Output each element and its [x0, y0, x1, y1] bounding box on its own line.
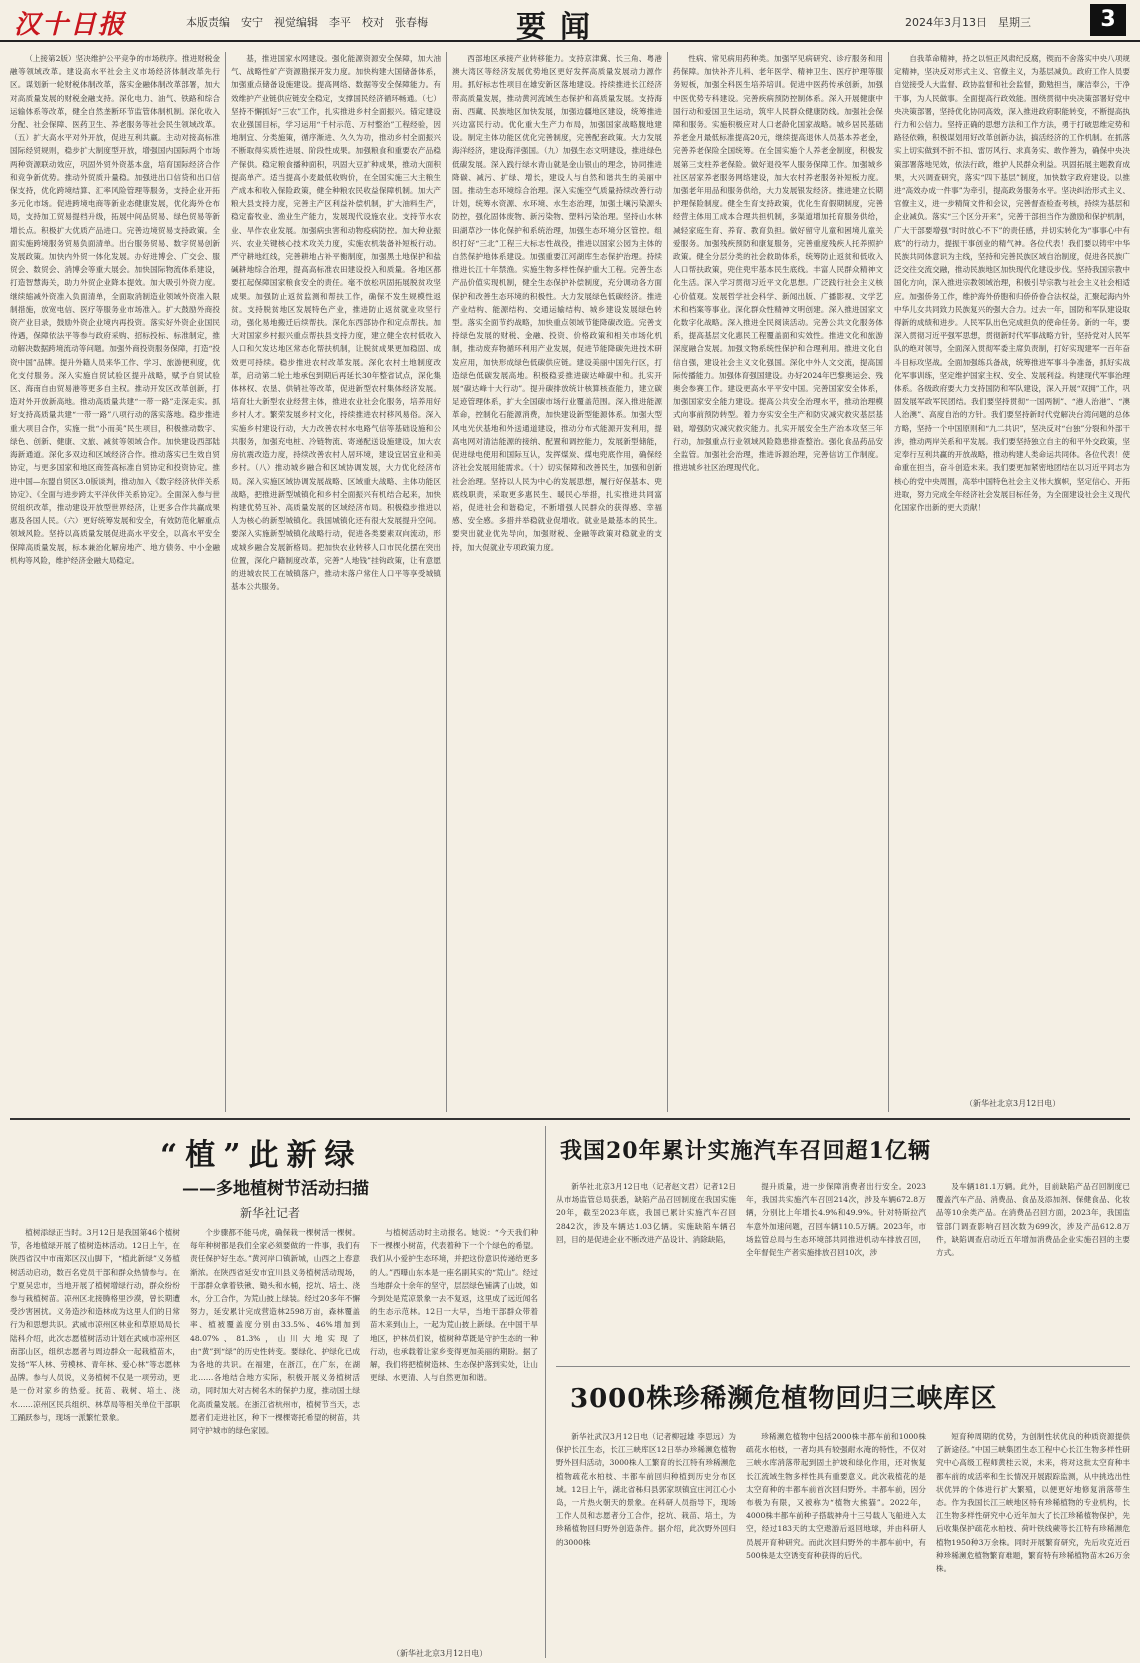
- plants-col-2: 珍稀濒危植物中包括2000株丰都车前和1000株疏花水柏枝，一者均具有较强耐水淹的特性，不仅对三峡水库消落带起到固土护坡和绿化作用，还对恢复长江流域生物多样性具有重要意义。此次栽植花的是太空育种的丰都车前首次回归野外。丰都车前，因分布极为有限，又被称为“植物大熊猫”。2022年，4000株丰都车前种子搭载神舟十三号载人飞船进入太空，经过183天的太空遨游后返回地球，并由科研人员展开育种研究。而此次回归野外的丰都车前中，有500株是太空诱变育种获得的后代。: [746, 1432, 926, 1560]
- top-article-col-4: 性病、常见病用药种类。加强罕见病研究、诊疗服务和用药保障。加快补齐儿科、老年医学、精神卫生、医疗护理等服务短板，加强全科医生培养培训。促进中医药传承创新，加强中医优势专科建设。完善疾病预防控制体系。深入开展健康中国行动和爱国卫生运动，筑牢人民群众健康防线。加强社会保障和服务。实施积极应对人口老龄化国家战略。城乡居民基础养老金月最低标准提高20元，继续提高退休人员基本养老金，完善养老保险全国统筹。在全国实施个人养老金制度，积极发展第三支柱养老保险。做好退役军人服务保障工作。加强城乡社区居家养老服务网络建设，加大农村养老服务补短板力度。加强老年用品和服务供给，大力发展银发经济。推进建立长期护理保险制度。健全生育支持政策，优化生育假期制度，完善经营主体用工成本合理共担机制，多渠道增加托育服务供给，减轻家庭生育、养育、教育负担。做好留守儿童和困境儿童关爱服务。加强残疾预防和康复服务，完善重度残疾人托养照护政策。健全分层分类的社会救助体系，统筹防止返贫和低收入人口帮扶政策，兜住兜牢基本民生底线。丰富人民群众精神文化生活。深入学习贯彻习近平文化思想。广泛践行社会主义核心价值观。发展哲学社会科学、新闻出版、广播影视、文学艺术和档案等事业。深化群众性精神文明创建。深入推进国家文化数字化战略。深入推进全民阅读活动。完善公共文化服务体系，提高基层文化惠民工程覆盖面和实效性。推进文化和旅游深度融合发展。加强文物系统性保护和合理利用。推进文化自信自强，建设社会主义文化强国。深化中外人文交流，提高国际传播能力。加强体育强国建设。办好2024年巴黎奥运会、残奥会参赛工作。建设更高水平平安中国。完善国家安全体系，加强国家安全能力建设。提高公共安全治理水平，推动治理模式向事前预防转型。着力夯实安全生产和防灾减灾救灾基层基础，增强防灾减灾救灾能力。扎实开展安全生产治本攻坚三年行动，加强重点行业领域风险隐患排查整治。强化食品药品安全监管。加强社会治理，推进诉源治理，完善信访工作制度。推进城乡社区治理现代化。: [673, 54, 883, 473]
- plants-headline: 3000株珍稀濒危植物回归三峡库区: [570, 1384, 998, 1414]
- column-rule: [446, 52, 447, 1112]
- column-rule: [667, 52, 668, 1112]
- top-article-col-3: 西部地区承接产业转移能力。支持京津冀、长三角、粤港澳大湾区等经济发展优势地区更好发挥高质量发展动力源作用。抓好标志性项目在雄安新区落地建设。持续推进长江经济带高质量发展，推动黄河流域生态保护和高质量发展。支持海南、西藏、民族地区加快发展，加强边疆地区建设，统筹推进兴边富民行动。优化重大生产力布局，加强国家战略腹地建设。制定主体功能区优化完善制度，完善配套政策。大力发展海洋经济，建设海洋强国。（九）加强生态文明建设，推进绿色低碳发展。深入践行绿水青山就是金山银山的理念，协同推进降碳、减污、扩绿、增长，建设人与自然和谐共生的美丽中国。推动生态环境综合治理。深入实施空气质量持续改善行动计划，统筹水资源、水环境、水生态治理，加强土壤污染源头防控，强化固体废物、新污染物、塑料污染治理。坚持山水林田湖草沙一体化保护和系统治理，加强生态环境分区管控。组织打好“三北”工程三大标志性战役，推进以国家公园为主体的自然保护地体系建设。加强重要江河湖库生态保护治理。持续推进长江十年禁渔。实施生物多样性保护重大工程。完善生态产品价值实现机制，健全生态保护补偿制度，充分调动各方面保护和改善生态环境的积极性。大力发展绿色低碳经济。推进产业结构、能源结构、交通运输结构、城乡建设发展绿色转型。落实全面节约战略，加快重点领域节能降碳改造。完善支持绿色发展的财税、金融、投资、价格政策和相关市场化机制，推动废弃物循环利用产业发展，促进节能降碳先进技术研发应用，加快形成绿色低碳供应链。建设美丽中国先行区，打造绿色低碳发展高地。积极稳妥推进碳达峰碳中和。扎实开展“碳达峰十大行动”。提升碳排放统计核算核查能力，建立碳足迹管理体系，扩大全国碳市场行业覆盖范围。深入推进能源革命，控制化石能源消费，加快建设新型能源体系。加强大型风电光伏基地和外送通道建设，推动分布式能源开发利用，提高电网对清洁能源的接纳、配置和调控能力，发展新型储能，促进绿电使用和国际互认，发挥煤炭、煤电兜底作用，确保经济社会发展用能需求。（十）切实保障和改善民生，加强和创新社会治理。坚持以人民为中心的发展思想，履行好保基本、兜底线职责，采取更多惠民生、暖民心举措，扎实推进共同富裕，促进社会和谐稳定，不断增强人民群众的获得感、幸福感、安全感。多措并举稳就业促增收。就业是最基本的民生。要突出就业优先导向，加强财税、金融等政策对稳就业的支持，加大促就业专项政策力度。: [452, 54, 662, 552]
- issue-date: 2024年3月13日 星期三: [905, 16, 1031, 29]
- trees-subhead: ——多地植树节活动扫描: [182, 1179, 369, 1199]
- top-article-col-5: 自我革命精神，持之以恒正风肃纪反腐，锲而不舍落实中央八项规定精神，坚决反对形式主义、官僚主义，为基层减负。政府工作人员要自觉接受人大监督、政协监督和社会监督，勤勉担当，廉洁奉公，干净干事，为人民做事。全面提高行政效能。围绕贯彻中央决策部署好党中央决策部署，坚持优化协同高效，深入推进政府职能转变，不断提高执行力和公信力。坚持正确的思想方法和工作方法，勇于打破思维定势和路径依赖，积极谋划用好改革创新办法，搞活经济的工作机制。在抓落实上切实做到不折不扣、雷厉风行、求真务实、敢作善为，确保中央决策部署落地见效，依法行政，维护人民群众利益。巩固拓展主题教育成果，大兴调查研究，落实“四下基层”制度，加快数字政府建设。以推进“高效办成一件事”为牵引，提高政务服务水平。坚决纠治形式主义、官僚主义，进一步精简文件和会议，完善督查检查考核，持续为基层和企业减负。落实“三个区分开来”，完善干部担当作为激励和保护机制，广大干部要增强“时时放心不下”的责任感，并切实转化为“事事心中有底”的行动力，提振干事创业的精气神。各位代表！我们要以铸牢中华民族共同体意识为主线，坚持和完善民族区域自治制度，促进各民族广泛交往交流交融，推动民族地区加快现代化建设步伐。坚持我国宗教中国化方向，深入推进宗教领域治理，积极引导宗教与社会主义社会相适应。加强侨务工作，维护海外侨胞和归侨侨眷合法权益，汇聚起海内外中华儿女共同致力民族复兴的强大合力。过去一年，国防和军队建设取得新的成绩和进步。人民军队出色完成担负的使命任务。新的一年，要深入贯彻习近平强军思想，贯彻新时代军事战略方针，坚持党对人民军队的绝对领导，全面深入贯彻军委主席负责制，打好实现建军一百年奋斗目标攻坚战。全面加强练兵备战，统筹推进军事斗争准备，抓好实战化军事训练，坚定维护国家主权、安全、发展利益。构建现代军事治理体系。各级政府要大力支持国防和军队建设，深入开展“双拥”工作，巩固发展军政军民团结。我们要坚持贯彻“一国两制”、“港人治港”、“澳人治澳”、高度自治的方针。我们要坚持新时代党解决台湾问题的总体方略，坚持一个中国原则和“九二共识”，坚决反对“台独”分裂和外部干涉，推动两岸关系和平发展。我们要坚持独立自主的和平外交政策，坚定奉行互利共赢的开放战略，推动构建人类命运共同体。各位代表！使命重在担当，奋斗创造未来。我们要更加紧密地团结在以习近平同志为核心的党中央周围，高举中国特色社会主义伟大旗帜，坚定信心、开拓进取，努力完成全年经济社会发展目标任务，为全面建设社会主义现代化国家作出新的更大贡献！: [894, 54, 1130, 512]
- recall-headline: 我国20年累计实施汽车召回超1亿辆: [560, 1138, 931, 1164]
- recall-col-1: 新华社北京3月12日电（记者赵文君）记者12日从市场监管总局获悉，缺陷产品召回制度在我国实施20年，截至2023年底，我国已累计实施汽车召回2842次，涉及车辆达1.03亿辆。实施缺陷车辆召回，目的是促进企业不断改进产品设计、消除缺陷，: [556, 1182, 736, 1244]
- section-title: 要闻: [516, 10, 604, 45]
- recall-col-3: 及车辆181.1万辆。此外，目前缺陷产品召回制度已覆盖汽车产品、消费品、食品及添加剂、保健食品、化妆品等10余类产品。在消费品召回方面，2023年，我国监管部门调查影响召回次数为699次，涉及产品612.8万件，缺陷调查启动近五年增加消费品企业实施召回的主要方式。: [936, 1182, 1130, 1258]
- editor-credits: 本版责编 安宁 视觉编辑 李平 校对 张春梅: [186, 16, 428, 29]
- top-article-credit: （新华社北京3月12日电）: [965, 1099, 1061, 1108]
- newspaper-logo: 汉十日报: [14, 10, 127, 40]
- recall-col-2: 提升质量，进一步保障消费者出行安全。2023年，我国共实施汽车召回214次，涉及车辆672.8万辆，分别比上年增长4.9%和49.9%。针对特斯拉汽车意外加速问题，召回车辆110.5万辆。2023年，市场监管总局与生态环境部共同推进机动车排放召回，全年督促生产者实施排放召回10次，涉: [746, 1182, 926, 1258]
- top-article-col-2: 基，推进国家水网建设。强化能源资源安全保障，加大油气、战略性矿产资源勘探开发力度。加快构建大国储备体系，加强重点储备设施建设。提高网络、数据等安全保障能力。有效维护产业链供应链安全稳定，支撑国民经济循环畅通。（七）坚持不懈抓好“三农”工作，扎实推进乡村全面振兴。锚定建设农业强国目标，学习运用“千村示范、万村整治”工程经验，因地制宜、分类施策，循序渐进、久久为功，推动乡村全面振兴不断取得实质性进展、阶段性成果。加强粮食和重要农产品稳产保供。稳定粮食播种面积，巩固大豆扩种成果，推动大面积提高单产。适当提高小麦最低收购价，在全国实施三大主粮生产成本和收入保险政策，健全种粮农民收益保障机制。加大产粮大县支持力度，完善主产区利益补偿机制，扩大油料生产，稳定畜牧业、渔业生产能力，发展现代设施农业。支持节水农业、旱作农业发展。加强病虫害和动物疫病防控。加大种业振兴、农业关键核心技术攻关力度，实施农机装备补短板行动。严守耕地红线，完善耕地占补平衡制度，加强黑土地保护和盐碱耕地综合治理，提高高标准农田建设投入和质量。各地区都要扛起保障国家粮食安全的责任。毫不放松巩固拓展脱贫攻坚成果。加强防止返贫监测和帮扶工作，确保不发生规模性返贫。支持脱贫地区发展特色产业，推进防止返贫就业攻坚行动，强化易地搬迁后续帮扶。深化东西部协作和定点帮扶。加大对国家乡村振兴重点帮扶县支持力度，建立健全农村低收入人口和欠发达地区常态化帮扶机制，让脱贫成果更加稳固、成效更可持续。稳步推进农村改革发展。深化农村土地制度改革，启动第二轮土地承包到期后再延长30年整省试点，深化集体林权、农垦、供销社等改革，促进新型农村集体经济发展。培育壮大新型农业经营主体，推进农业社会化服务，培养用好乡村人才。繁荣发展乡村文化，持续推进农村移风易俗。深入实施乡村建设行动，大力改善农村水电路气信等基础设施和公共服务，加强充电桩、冷链物流、寄递配送设施建设，加大农房抗震改造力度，持续改善农村人居环境，建设宜居宜业和美乡村。（八）推动城乡融合和区域协调发展，大力优化经济布局。深入实施区域协调发展战略、区域重大战略、主体功能区战略，把推进新型城镇化和乡村全面振兴有机结合起来，加快构建优势互补、高质量发展的区域经济布局。积极稳步推进以人为核心的新型城镇化。我国城镇化还有很大发展提升空间。要深入实施新型城镇化战略行动，促进各类要素双向流动，形成城乡融合发展新格局。把加快农业转移人口市民化摆在突出位置，深化户籍制度改革，完善“人地钱”挂钩政策，让有意愿的进城农民工在城镇落户，推动未落户常住人口平等享受城镇基本公共服务。: [231, 54, 441, 592]
- article-rule: [556, 1366, 1130, 1367]
- trees-byline: 新华社记者: [240, 1206, 301, 1220]
- page-number: 3: [1090, 4, 1126, 36]
- section-rule: [10, 1118, 1130, 1120]
- plants-col-1: 新华社武汉3月12日电（记者柳冠雄 李思远）为保护长江生态，长江三峡库区12日举办珍稀濒危植物野外回归活动，3000株人工繁育的长江特有珍稀濒危植物疏花水柏枝、丰都车前回归种植到历史分布区域。12日上午，湖北省秭归县郭家坝镇宜庄河江心小岛，一片热火朝天的景象。在科研人员指导下，现场工作人员和志愿者分工合作，挖坑、栽苗、培土，为珍稀植物回归野外创造条件。据介绍，此次野外回归的3000株: [556, 1432, 736, 1547]
- trees-credit: （新华社北京3月12日电）: [392, 1649, 488, 1658]
- trees-col-1: 植树添绿正当时。3月12日是我国第46个植树节，各地植绿开展了植树造林活动。12日上午，在陕西省汉中市南郑区汉山脚下，“植此新绿”义务植树活动启动，数百名党员干部和群众热情参与。在宁夏吴忠市，当地开展了植树增绿行动，群众纷纷参与栽植树苗。凉州区北接腾格里沙漠，曾长期遭受沙害困扰。义务造沙和造林成为这里人们的日常行为和思想共识。武威市凉州区林业和草原局局长陆科介绍，此次志愿植树活动计划在武威市凉州区南部山区，组织志愿者与周边群众一起栽植苗木，发扬“军人林、劳模林、青年林、爱心林”等志愿林品牌。参与人员说，义务植树不仅是一项劳动，更是一份对家乡的热爱。抚苗、栽树、培土、浇水……凉州区民兵组织、林草局等相关单位干部职工踊跃参与，现场一派繁忙景象。: [10, 1228, 180, 1422]
- trees-col-3: 与植树活动时主动报名。她说：“今天我们种下一棵棵小树苗，代表着种下一个个绿色的希望。我们从小爱护生态环境，并把这份意识传递给更多的人。”西曝山东本是一座名副其实的“荒山”。经过当地群众十余年的坚守，层层绿色铺满了山坡，如今到处是荒凉景象一去不复返，这里成了远近闻名的生态示范林。12日一大早，当地干部群众带着苗木来到山上，一起为荒山披上新绿。在中国干旱地区，护林员们说，植树种草既是守护生态的一种行动，也承载着让家乡变得更加美丽的期盼。据了解，我们将把植树造林、生态保护落到实处，让山更绿、水更清、人与自然更加和谐。: [370, 1228, 538, 1383]
- column-rule: [545, 1126, 546, 1658]
- trees-col-2: 个步骤都不能马虎，确保栽一棵树活一棵树。每年种树都是我们全家必须要做的一件事，我们有责任保护好生态。”黄河岸口镇新城，山西之上春意渐浓。在陕西省延安市宜川县义务植树活动现场，干部群众拿着铁锹、锄头和水桶，挖坑、培土、浇水，分工合作，为荒山披上绿装。经过20多年不懈努力，延安累计完成营造林2598万亩，森林覆盖率、植被覆盖度分别由33.5%、46%增加到48.07%、81.3%，山川大地实现了由“黄”到“绿”的历史性转变。要绿化、护绿化已成为各地的共识。在福建，在浙江，在广东，在湖北……各地结合地方实际，积极开展义务植树活动，同时加大对古树名木的保护力度，推动国土绿化高质量发展。在浙江省杭州市，植树节当天，志愿者们走进社区，种下一棵棵寄托希望的树苗，共同守护城市的绿色家园。: [190, 1228, 360, 1436]
- column-rule: [888, 52, 889, 1112]
- trees-headline: “植”此新绿: [160, 1138, 363, 1173]
- top-article-col-1: （上接第2版）坚决维护公平竞争的市场秩序。推进财税金融等领域改革。建设高水平社会主义市场经济体制改革先行区。谋划新一轮财税体制改革，落实金融体制改革部署，加大对高质量发展的财税金融支持。深化电力、油气、铁路和综合运输体系等改革，健全自然垄断环节监管体制机制。深化收入分配、社会保障、医药卫生、养老服务等社会民生领域改革。（五）扩大高水平对外开放，促进互利共赢。主动对接高标准国际经贸规则，稳步扩大制度型开放，增强国内国际两个市场两种资源联动效应，巩固外贸外资基本盘，培育国际经济合作和竞争新优势。推动外贸质升量稳。加强进出口信贷和出口信保支持，优化跨境结算、汇率风险管理等服务，支持企业开拓多元化市场。促进跨境电商等新业态健康发展，优化海外仓布局，支持加工贸易提档升级，拓展中间品贸易、绿色贸易等新增长点。积极扩大优质产品进口。完善边境贸易支持政策。全面实施跨境服务贸易负面清单。出台服务贸易、数字贸易创新发展政策。加快内外贸一体化发展。办好进博会、广交会、服贸会、数贸会、消博会等重大展会。加快国际物流体系建设，打造智慧海关，助力外贸企业降本提效。加大吸引外资力度。继续缩减外资准入负面清单，全面取消制造业领域外资准入限制措施，放宽电信、医疗等服务业市场准入。扩大鼓励外商投资产业目录，鼓励外资企业境内再投资。落实好外资企业国民待遇，保障依法平等参与政府采购、招标投标、标准制定，推动解决数据跨境流动等问题。加强外商投资服务保障，打造“投资中国”品牌。提升外籍人员来华工作、学习、旅游便利度，优化支付服务。深入实施自贸试验区提升战略，赋予自贸试验区、海南自由贸易港等更多自主权。推动开发区改革创新，打造对外开放新高地。推动高质量共建“一带一路”走深走实。抓好支持高质量共建“一带一路”八项行动的落实落地。稳步推进重大项目合作，实施一批“小而美”民生项目，积极推动数字、绿色、创新、健康、文旅、减贫等领域合作。加快建设西部陆海新通道。深化多双边和区域经济合作。推动落实已生效自贸协定，与更多国家和地区商签高标准自贸协定和投资协定。推进中国—东盟自贸区3.0版谈判，推动加入《数字经济伙伴关系协定》、《全面与进步跨太平洋伙伴关系协定》。全面深入参与世贸组织改革，推动建设开放型世界经济，让更多合作共赢成果惠及各国人民。（六）更好统筹发展和安全，有效防范化解重点领域风险。坚持以高质量发展促进高水平安全，以高水平安全保障高质量发展，标本兼治化解房地产、地方债务、中小金融机构等风险，维护经济金融大局稳定。: [10, 54, 220, 565]
- masthead: [0, 0, 1140, 45]
- column-rule: [225, 52, 226, 1112]
- plants-col-3: 短育种周期的优势，为创制性状优良的种质资源提供了新途径。”中国三峡集团生态工程中心长江生物多样性研究中心高级工程师黄桂云说，未来，将对这批太空育种丰都车前的成活率和生长情况开展跟踪监测，从中挑选出性状优异的个体进行扩大繁殖，以便更好地修复消落带生态。作为我国长江三峡地区特有珍稀植物的专业机构，长江生物多样性研究中心近年加大了长江珍稀植物保护，先后收集保护疏花水柏枝、荷叶铁线蕨等长江特有珍稀濒危植物1950种3万余株。同时开展繁育研究，先后攻克近百种珍稀濒危植物繁育难题，繁育特有珍稀植物苗木26万余株。: [936, 1432, 1130, 1574]
